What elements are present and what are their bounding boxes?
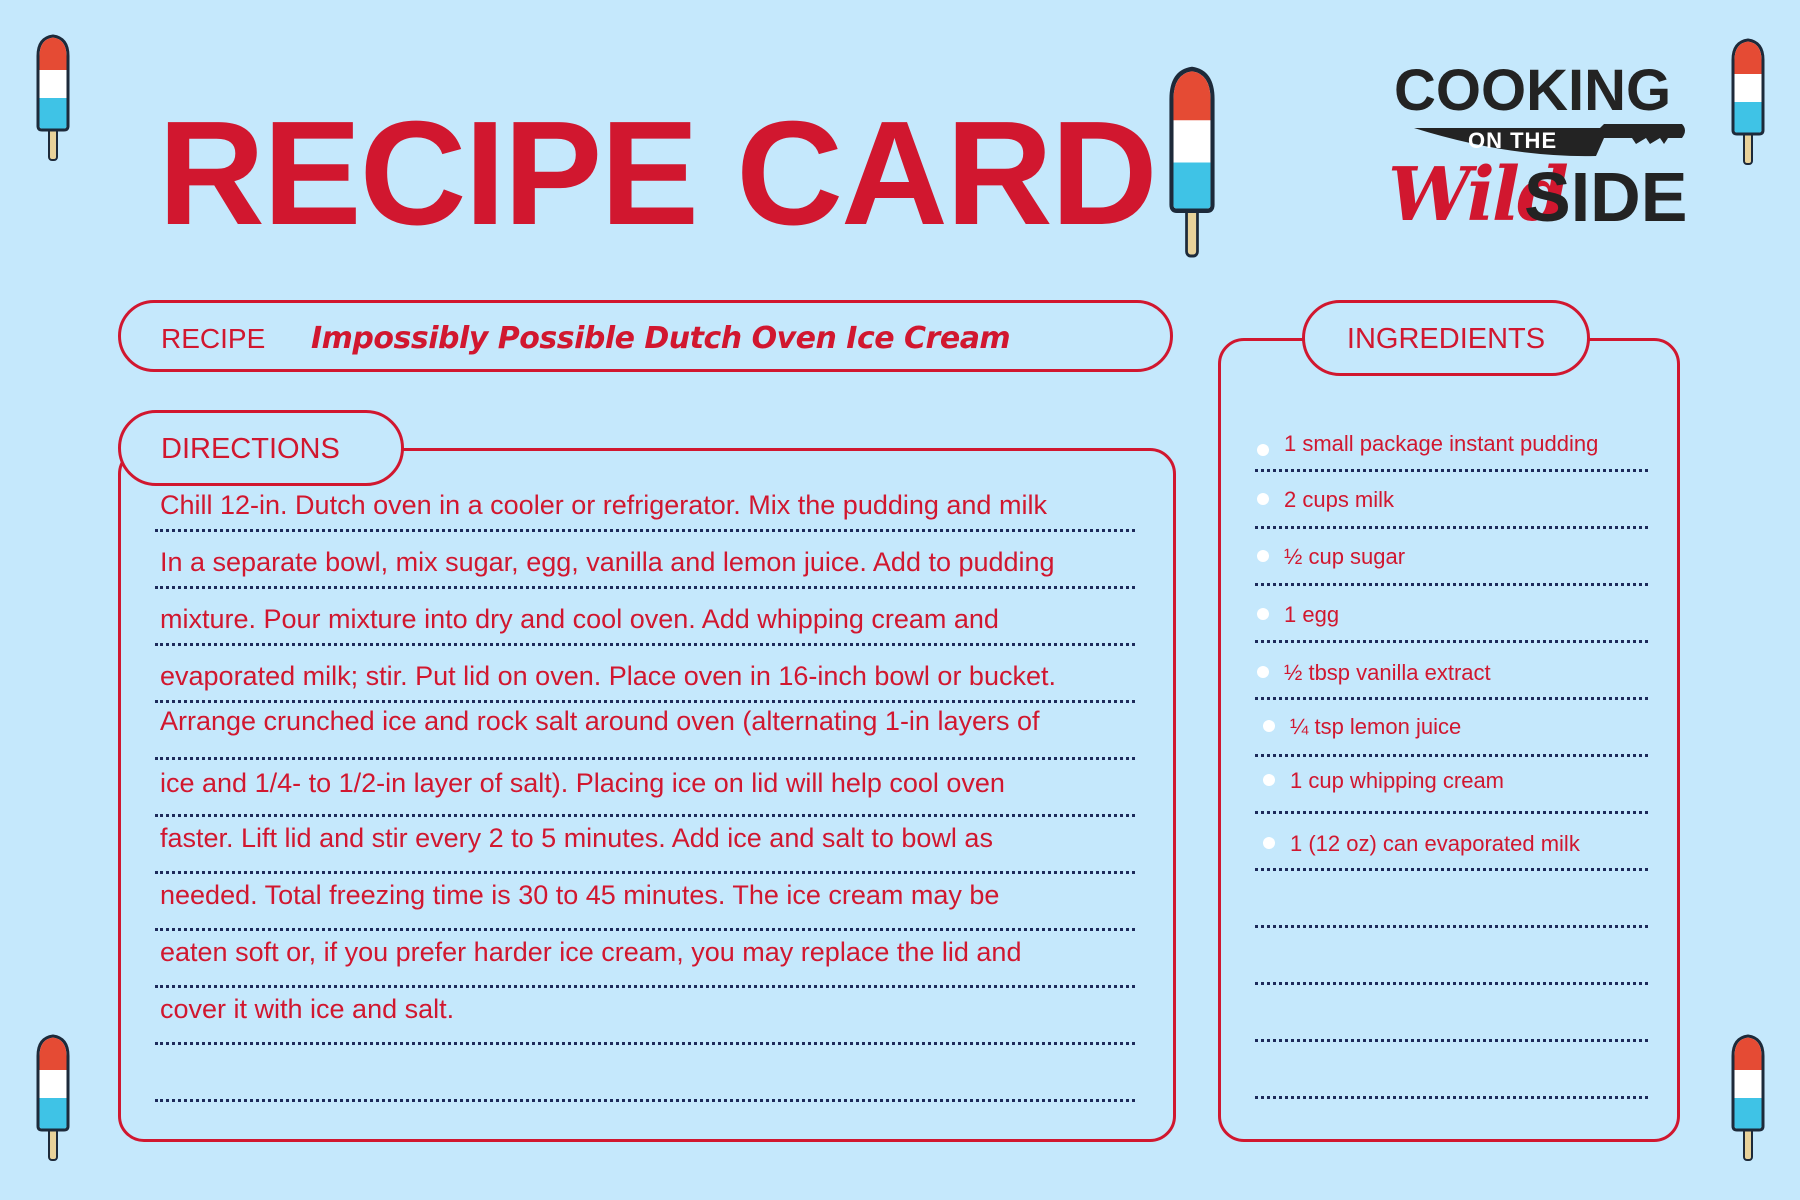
ingredients-tab	[1302, 300, 1590, 376]
directions-line: In a separate bowl, mix sugar, egg, vanilla and lemon juice. Add to pudding	[160, 547, 1055, 577]
writing-rule	[155, 985, 1135, 988]
writing-rule	[155, 700, 1135, 703]
popsicle-icon	[1729, 1034, 1767, 1164]
writing-rule	[155, 871, 1135, 874]
writing-rule	[155, 814, 1135, 817]
writing-rule	[155, 928, 1135, 931]
writing-rule	[1255, 583, 1648, 586]
popsicle-icon	[34, 1034, 72, 1164]
writing-rule	[1255, 868, 1648, 871]
writing-rule	[155, 757, 1135, 760]
recipe-label: RECIPE	[161, 323, 266, 354]
bullet-dot	[1257, 666, 1269, 678]
bullet-dot	[1263, 720, 1275, 732]
directions-line: ice and 1/4- to 1/2-in layer of salt). Placing ice on lid will help cool oven	[160, 768, 1005, 798]
writing-rule	[1255, 925, 1648, 928]
writing-rule	[1255, 697, 1648, 700]
ingredient-item: 1 cup whipping cream	[1290, 768, 1505, 793]
directions-line: Chill 12-in. Dutch oven in a cooler or refrigerator. Mix the pudding and milk	[160, 490, 1047, 520]
writing-rule	[155, 529, 1135, 532]
logo-text-on-the: ON THE	[1468, 128, 1558, 153]
bullet-dot	[1257, 608, 1269, 620]
directions-line: evaporated milk; stir. Put lid on oven. Place oven in 16-inch bowl or bucket.	[160, 661, 1056, 691]
bullet-dot	[1257, 493, 1269, 505]
writing-rule	[1255, 1096, 1648, 1099]
writing-rule	[1255, 982, 1648, 985]
ingredient-item: ½ tbsp vanilla extract	[1284, 660, 1491, 685]
ingredients-panel	[1218, 338, 1680, 1142]
writing-rule	[155, 1042, 1135, 1045]
bullet-dot	[1257, 550, 1269, 562]
page-title: RECIPE CARD	[158, 91, 1156, 256]
ingredients-label: INGREDIENTS	[1346, 323, 1546, 355]
directions-line: eaten soft or, if you prefer harder ice cream, you may replace the lid and	[160, 937, 1022, 967]
popsicle-icon	[34, 34, 72, 164]
directions-line: faster. Lift lid and stir every 2 to 5 minutes. Add ice and salt to bowl as	[160, 823, 993, 853]
ingredient-item: 2 cups milk	[1284, 487, 1395, 512]
ingredient-item: ¼ tsp lemon juice	[1290, 714, 1462, 739]
bullet-dot	[1263, 774, 1275, 786]
recipe-name: Impossibly Possible Dutch Oven Ice Cream	[311, 321, 1011, 356]
logo-text-side: SIDE	[1524, 158, 1688, 236]
directions-tab	[118, 410, 404, 486]
writing-rule	[1255, 526, 1648, 529]
writing-rule	[155, 1099, 1135, 1102]
ingredient-item: 1 (12 oz) can evaporated milk	[1290, 831, 1580, 856]
ingredient-item: ½ cup sugar	[1284, 544, 1406, 569]
directions-line: needed. Total freezing time is 30 to 45 minutes. The ice cream may be	[160, 880, 1000, 910]
ingredient-item: 1 egg	[1284, 602, 1340, 627]
writing-rule	[1255, 811, 1648, 814]
directions-line: cover it with ice and salt.	[160, 994, 455, 1024]
writing-rule	[155, 643, 1135, 646]
ingredient-item: 1 small package instant pudding	[1284, 431, 1599, 456]
popsicle-icon	[1729, 38, 1767, 168]
directions-line: mixture. Pour mixture into dry and cool oven. Add whipping cream and	[160, 604, 999, 634]
bullet-dot	[1263, 837, 1275, 849]
bullet-dot	[1257, 444, 1269, 456]
writing-rule	[1255, 754, 1648, 757]
writing-rule	[155, 586, 1135, 589]
popsicle-icon	[1166, 66, 1218, 262]
directions-line: Arrange crunched ice and rock salt around oven (alternating 1-in layers of	[160, 706, 1040, 736]
recipe-name-bar	[118, 300, 1173, 372]
logo-text-wild: Wild	[1388, 152, 1566, 238]
writing-rule	[1255, 1039, 1648, 1042]
directions-label: DIRECTIONS	[161, 433, 340, 465]
writing-rule	[1255, 640, 1648, 643]
writing-rule	[1255, 469, 1648, 472]
logo-text-cooking: COOKING	[1394, 58, 1672, 123]
brand-logo	[1388, 58, 1688, 238]
